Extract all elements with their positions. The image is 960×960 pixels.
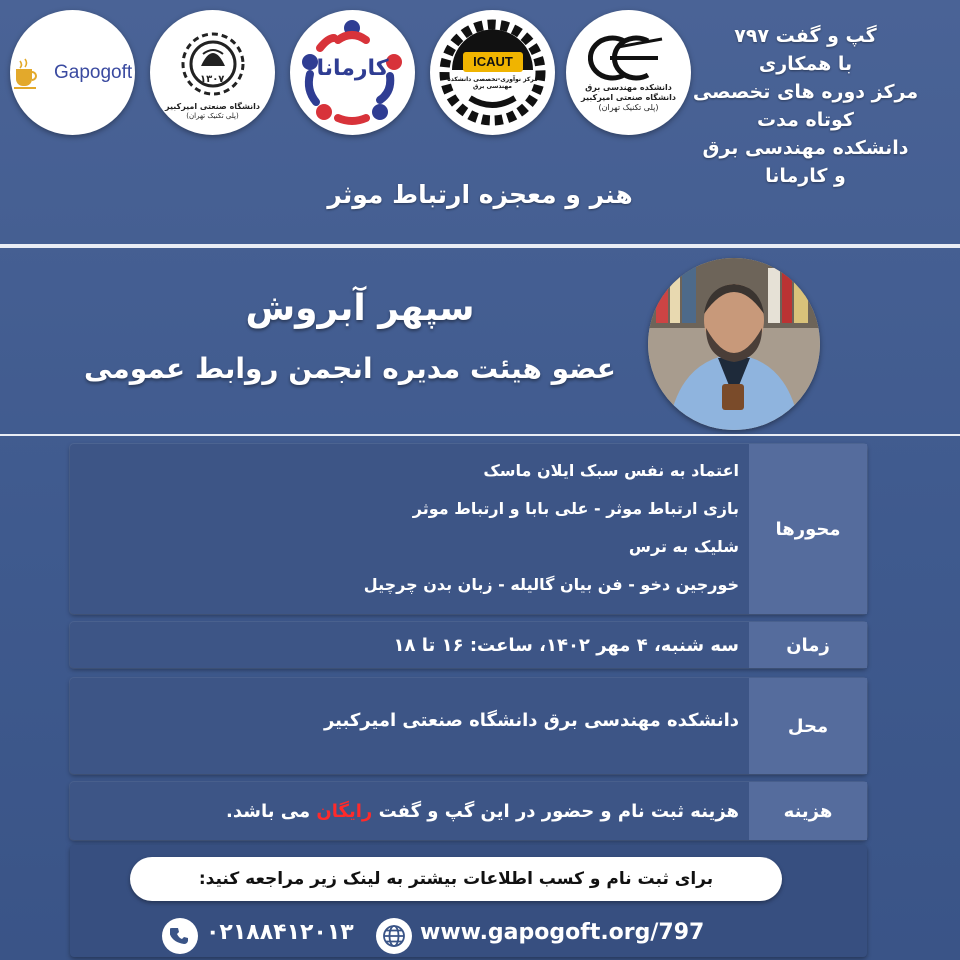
divider-top — [0, 244, 960, 248]
electrical-faculty-university: دانشگاه صنعتی امیرکبیر — [581, 92, 676, 102]
amirkabir-name: دانشگاه صنعتی امیرکبیر — [165, 102, 260, 112]
topics-box — [70, 444, 867, 614]
electrical-faculty-subname: (پلی تکنیک تهران) — [598, 102, 659, 112]
time-label: زمان — [749, 622, 867, 668]
cup-icon — [14, 59, 36, 89]
collab-karmana: و کارمانا — [765, 165, 846, 187]
header-text — [673, 22, 938, 190]
icaut-logo-text: ICAUT — [473, 54, 513, 69]
electrical-faculty-name: دانشکده مهندسی برق — [585, 82, 672, 92]
collab-center: مرکز دوره های تخصصی کوتاه مدت — [692, 81, 919, 131]
karmana-logo — [290, 10, 415, 135]
amirkabir-year: ۱۳۰۷ — [200, 74, 225, 85]
topics-label: محورها — [749, 444, 867, 614]
icaut-logo — [430, 10, 555, 135]
speaker-name: سپهر آبروش — [245, 288, 475, 329]
amirkabir-logo — [150, 10, 275, 135]
globe-icon[interactable] — [376, 918, 412, 954]
gapogoft-logo-text: Gapogoft — [54, 62, 133, 83]
registration-note: برای ثبت نام و کسب اطلاعات بیشتر به لینک زیر مراجعه کنید: — [130, 857, 782, 901]
website-link[interactable]: www.gapogoft.org/797 — [420, 920, 705, 945]
topic-item: خورجین دخو - فن بیان گالیله - زبان بدن چرچیل — [363, 575, 739, 594]
gapogoft-logo — [10, 10, 135, 135]
collab-faculty: دانشکده مهندسی برق — [702, 137, 909, 159]
speaker-photo — [648, 258, 820, 430]
topic-item: اعتماد به نفس سبک ایلان ماسک — [483, 461, 739, 480]
amirkabir-subname: (پلی تکنیک تهران) — [186, 112, 239, 121]
place-value: دانشکده مهندسی برق دانشگاه صنعتی امیرکبیر — [323, 709, 739, 731]
phone-icon[interactable] — [162, 918, 198, 954]
divider-middle — [0, 434, 960, 436]
cost-suffix: می باشد. — [226, 800, 311, 822]
cost-label: هزینه — [749, 782, 867, 840]
icaut-logo-caption: مرکز نوآوری-تخصصی دانشکده مهندسی برق — [447, 76, 538, 90]
karmana-logo-text: کارمانا — [316, 56, 389, 81]
place-box — [70, 678, 867, 774]
place-label: محل — [749, 678, 867, 774]
cost-free-highlight: رایگان — [316, 800, 373, 822]
speaker-role: عضو هیئت مدیره انجمن روابط عمومی — [84, 352, 616, 385]
event-title: هنر و معجزه ارتباط موثر — [327, 180, 633, 209]
cost-box — [70, 782, 867, 840]
cost-value — [82, 782, 739, 840]
time-box — [70, 622, 867, 668]
event-number: گپ و گفت ۷۹۷ — [734, 25, 877, 47]
phone-number[interactable]: ۰۲۱۸۸۴۱۲۰۱۳ — [206, 920, 354, 945]
topic-item: بازی ارتباط موثر - علی بابا و ارتباط موثر — [412, 499, 739, 518]
topic-item: شلیک به ترس — [628, 537, 739, 556]
cost-text: هزینه ثبت نام و حضور در این گپ و گفت — [378, 800, 739, 822]
collab-line: با همکاری — [758, 53, 853, 75]
time-value: سه شنبه، ۴ مهر ۱۴۰۲، ساعت: ۱۶ تا ۱۸ — [393, 634, 739, 656]
